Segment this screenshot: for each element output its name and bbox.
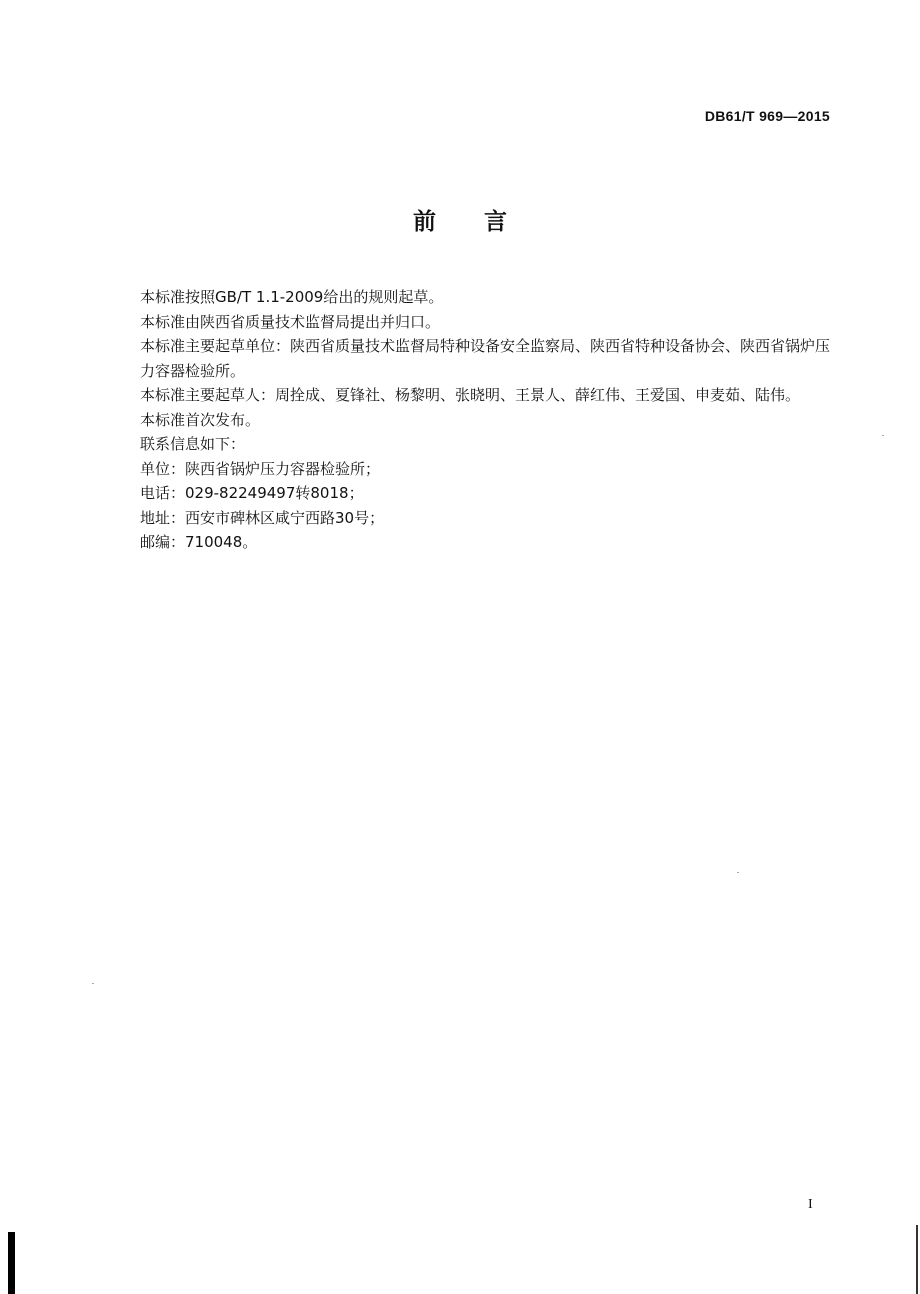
doc-code: DB61/T 969—2015: [704, 108, 830, 124]
scan-edge-left: [8, 1232, 15, 1294]
paragraph-drafting-rules: 本标准按照GB/T 1.1-2009给出的规则起草。: [140, 288, 444, 306]
contact-address: 地址：西安市碑林区咸宁西路30号；: [140, 508, 385, 527]
scan-edge-right: [916, 1225, 918, 1294]
contact-postcode: 邮编：710048。: [140, 533, 258, 551]
contact-phone: 电话：029-82249497转8018；: [140, 484, 364, 502]
page-title: 前言: [413, 209, 555, 235]
paragraph-first-release: 本标准首次发布。: [140, 410, 261, 429]
scan-speck: [92, 983, 94, 984]
paragraph-proposer: 本标准由陕西省质量技术监督局提出并归口。: [140, 312, 441, 331]
paragraph-drafting-units: 本标准主要起草单位：陕西省质量技术监督局特种设备安全监察局、陕西省特种设备协会、陕西省锅炉压力容器检验所。: [140, 337, 831, 380]
contact-unit: 单位：陕西省锅炉压力容器检验所；: [140, 459, 381, 478]
paragraph-contact-intro: 联系信息如下：: [140, 435, 246, 453]
page-number: I: [808, 1197, 813, 1212]
body-text: [140, 285, 832, 555]
scan-speck: [882, 435, 884, 436]
scan-speck: [737, 872, 739, 873]
paragraph-drafters: 本标准主要起草人：周拴成、夏锋社、杨黎明、张晓明、王景人、薛红伟、王爱国、申麦茹、陆伟。: [140, 386, 801, 404]
